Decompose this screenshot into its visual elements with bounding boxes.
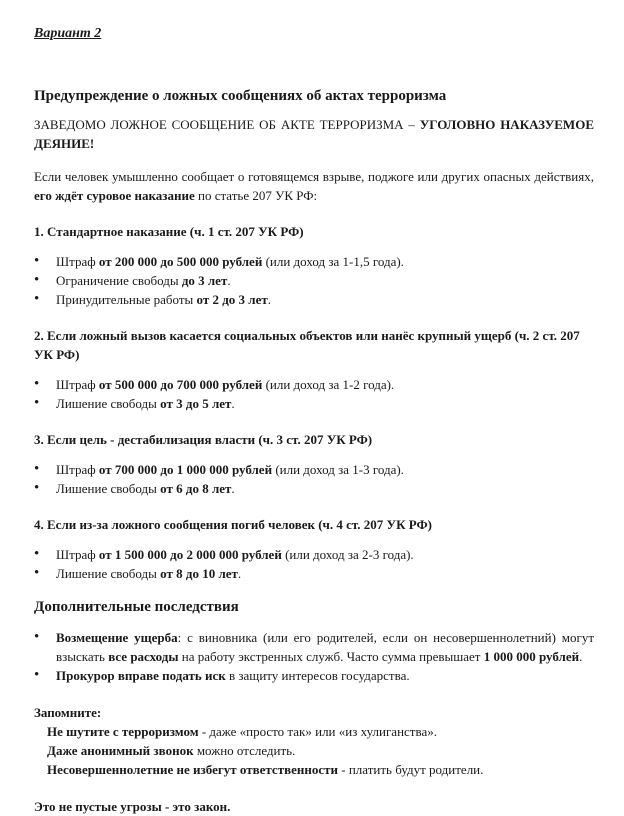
section-4-heading: 4. Если из-за ложного сообщения погиб человек (ч. 4 ст. 207 УК РФ) <box>34 517 432 532</box>
remember-line: Даже анонимный звонок можно отследить. <box>47 743 296 758</box>
section-2-list <box>34 375 594 413</box>
list-item: • Лишение свободы от 8 до 10 лет. <box>34 564 594 583</box>
list-item: • Возмещение ущерба: с виновника (или его родителей, если он несовершеннолетний) могут взыскать все расходы на работу экстренных служб. Часто сумма превышает 1 000 000 рублей. <box>34 628 594 666</box>
list-item: • Штраф от 1 500 000 до 2 000 000 рублей (или доход за 2-3 года). <box>34 545 594 564</box>
list-item: • Штраф от 500 000 до 700 000 рублей (или доход за 1-2 года). <box>34 375 594 394</box>
variant-label: Вариант 2 <box>34 26 102 41</box>
closing-line: Это не пустые угрозы - это закон. <box>34 799 231 814</box>
list-item: • Ограничение свободы до 3 лет. <box>34 271 594 290</box>
main-paragraph-part1: Если человек умышленно сообщает о готовящемся взрыве, поджоге или других опасных действиях, <box>34 169 594 184</box>
remember-line: Не шутите с терроризмом - даже «просто так» или «из хулиганства». <box>47 724 437 739</box>
main-paragraph-bold: его ждёт суровое наказание <box>34 188 195 203</box>
list-item: • Прокурор вправе подать иск в защиту интересов государства. <box>34 666 594 685</box>
section-4-list <box>34 545 594 583</box>
section-3-heading: 3. Если цель - дестабилизация власти (ч. 3 ст. 207 УК РФ) <box>34 432 373 447</box>
list-item: • Лишение свободы от 6 до 8 лет. <box>34 479 594 498</box>
intro-paragraph <box>34 115 594 153</box>
main-paragraph <box>34 167 594 205</box>
section-3-list <box>34 460 594 498</box>
main-paragraph-part2: по статье 207 УК РФ: <box>194 188 318 203</box>
list-item: • Штраф от 700 000 до 1 000 000 рублей (или доход за 1-3 года). <box>34 460 594 479</box>
section-1-list <box>34 252 594 309</box>
intro-text: ЗАВЕДОМО ЛОЖНОЕ СООБЩЕНИЕ ОБ АКТЕ ТЕРРОРИЗМА – <box>34 117 420 132</box>
section-2-heading: 2. Если ложный вызов касается социальных объектов или нанёс крупный ущерб (ч. 2 ст. 207 УК РФ) <box>34 328 580 362</box>
remember-heading: Запомните: <box>34 705 102 720</box>
intro-bold-text: УГОЛОВНО НАКАЗУЕМОЕ ДЕЯНИЕ! <box>34 117 594 151</box>
document-title: Предупреждение о ложных сообщениях об актах терроризма <box>34 88 447 104</box>
extra-list <box>34 628 594 685</box>
remember-line: Несовершеннолетние не избегут ответственности - платить будут родители. <box>47 762 484 777</box>
list-item: • Принудительные работы от 2 до 3 лет. <box>34 290 594 309</box>
list-item: • Лишение свободы от 3 до 5 лет. <box>34 394 594 413</box>
extra-heading: Дополнительные последствия <box>34 599 239 615</box>
section-1-heading: 1. Стандартное наказание (ч. 1 ст. 207 УК РФ) <box>34 224 304 239</box>
list-item: • Штраф от 200 000 до 500 000 рублей (или доход за 1-1,5 года). <box>34 252 594 271</box>
